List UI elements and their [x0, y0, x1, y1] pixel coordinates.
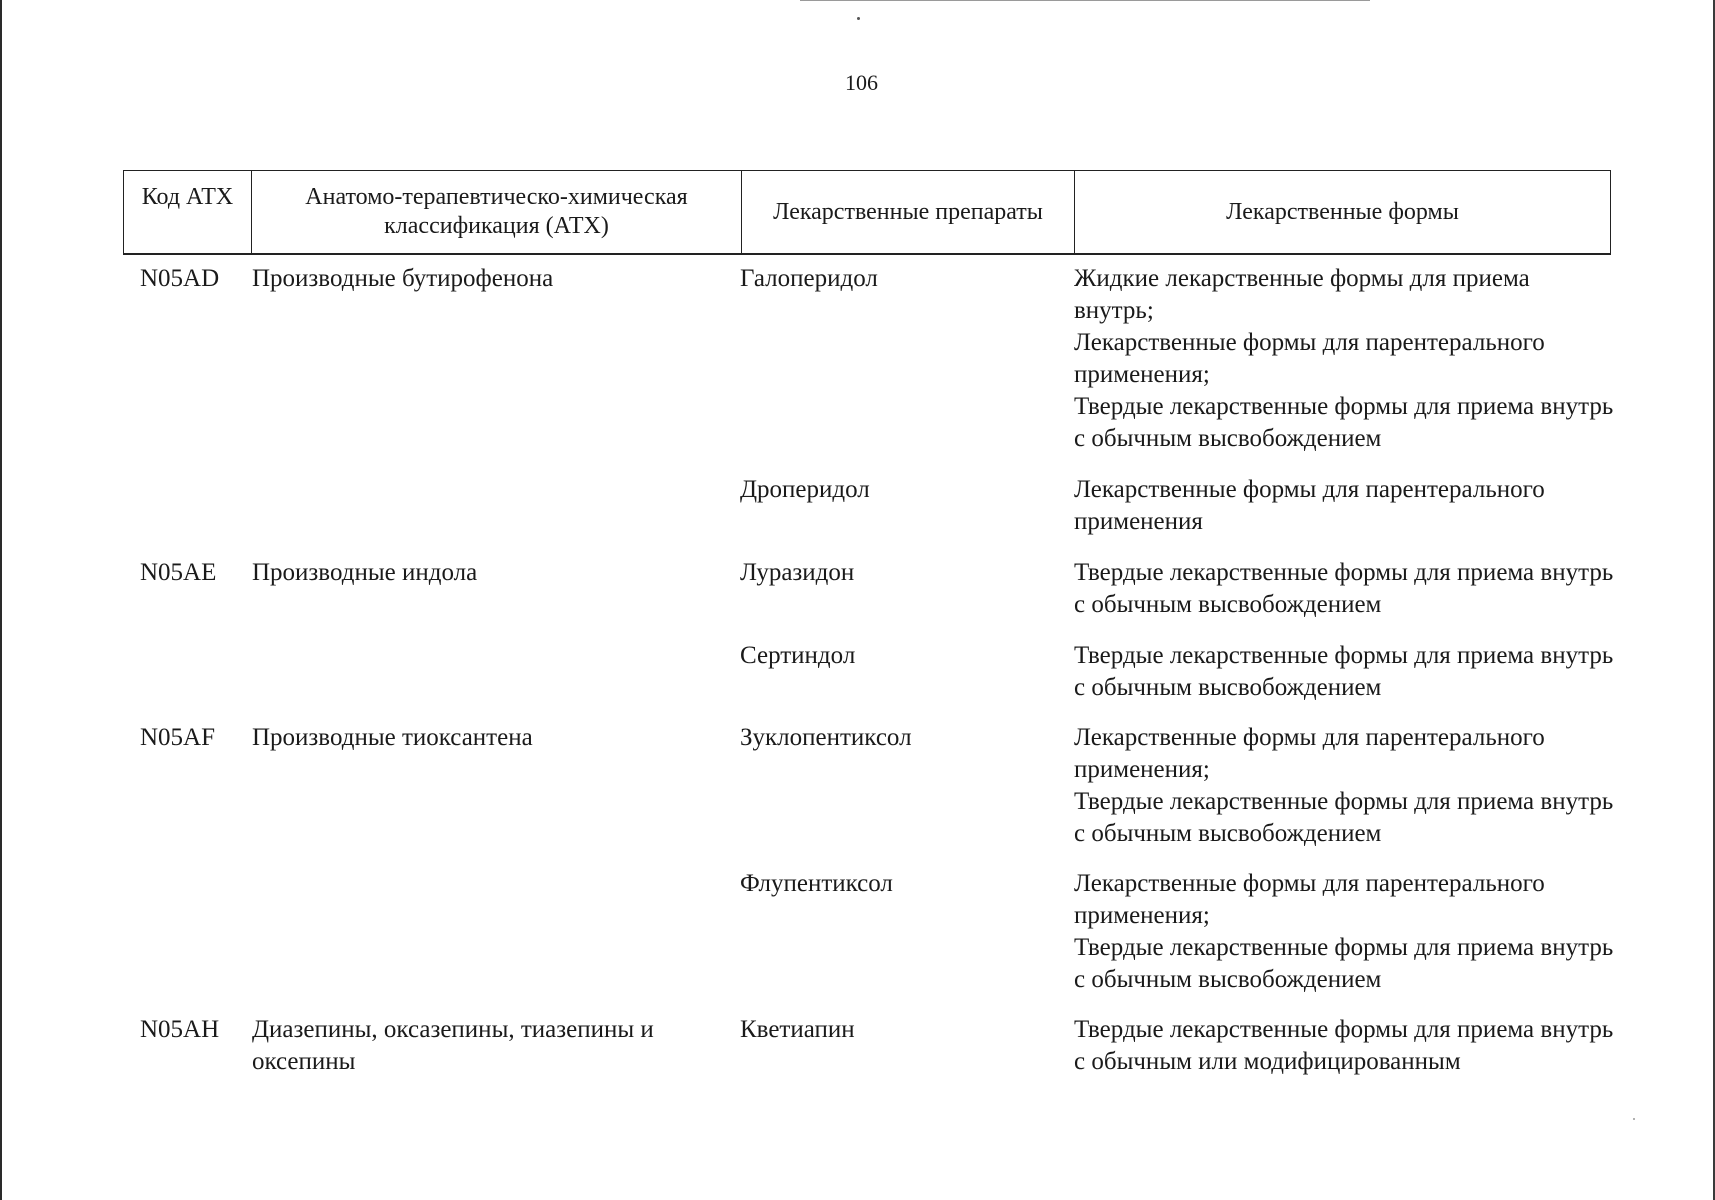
atc-classification: Диазепины, оксазепины, тиазепины и оксепины — [252, 1016, 654, 1075]
drug-forms: Лекарственные формы для парентерального применения; Твердые лекарственные формы для приема внутрь с обычным высвобождением — [1074, 870, 1614, 993]
drug-name: Галоперидол — [740, 265, 878, 292]
drug-forms: Лекарственные формы для парентерального применения; Твердые лекарственные формы для приема внутрь с обычным высвобождением — [1074, 724, 1614, 847]
page-number: 106 — [845, 70, 878, 95]
header-forms-label: Лекарственные формы — [1226, 198, 1459, 225]
header-code — [124, 171, 251, 253]
header-classification-label: Анатомо-терапевтическо-химическая классификация (АТХ) — [305, 184, 688, 239]
drug-forms: Твердые лекарственные формы для приема внутрь с обычным или модифицированным — [1074, 1016, 1614, 1075]
atc-classification: Производные тиоксантена — [252, 724, 533, 751]
atc-code: N05AH — [140, 1016, 220, 1043]
drug-name: Флупентиксол — [740, 870, 893, 897]
drug-forms: Твердые лекарственные формы для приема внутрь с обычным высвобождением — [1074, 642, 1614, 701]
drug-name: Кветиапин — [740, 1016, 855, 1043]
header-drugs-label: Лекарственные препараты — [773, 198, 1043, 225]
header-forms — [1074, 171, 1610, 253]
header-drugs — [741, 171, 1074, 253]
drug-name: Луразидон — [740, 559, 855, 586]
scan-speck — [1633, 1118, 1635, 1120]
scan-edge-top — [800, 0, 1370, 1]
drug-name: Зуклопентиксол — [740, 724, 912, 751]
scan-edge-left — [0, 0, 2, 1200]
atc-code: N05AD — [140, 265, 220, 292]
drug-forms: Твердые лекарственные формы для приема внутрь с обычным высвобождением — [1074, 559, 1614, 618]
drug-name: Сертиндол — [740, 642, 856, 669]
atc-code: N05AF — [140, 724, 216, 751]
drug-name: Дроперидол — [740, 476, 870, 503]
drug-forms: Лекарственные формы для парентерального применения — [1074, 476, 1545, 535]
atc-code: N05AE — [140, 559, 217, 586]
scan-speck — [857, 17, 860, 20]
atc-classification: Производные бутирофенона — [252, 265, 554, 292]
atc-classification: Производные индола — [252, 559, 478, 586]
table-header — [123, 170, 1611, 254]
header-bottom-rule — [123, 253, 1611, 255]
drug-forms: Жидкие лекарственные формы для приема внутрь; Лекарственные формы для парентерального применения; Твердые лекарственные формы для приема внутрь с обычным высвобождением — [1074, 265, 1614, 452]
header-classification — [251, 171, 741, 253]
header-code-label: Код АТХ — [141, 184, 234, 210]
